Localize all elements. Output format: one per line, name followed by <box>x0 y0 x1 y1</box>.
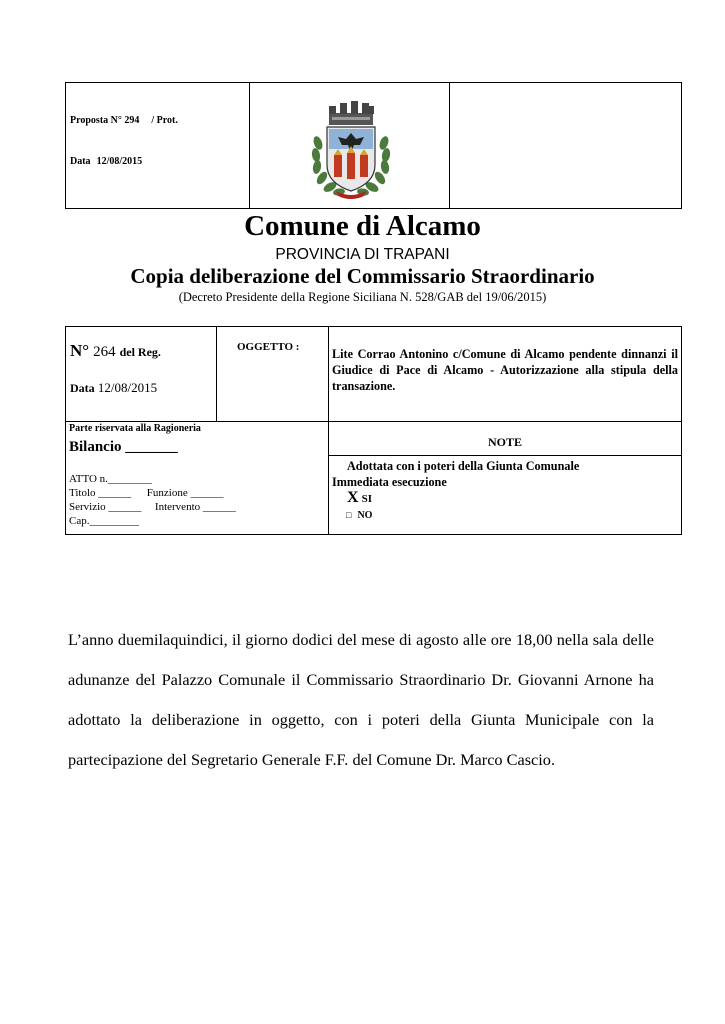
ragioneria-cell <box>66 422 329 534</box>
funzione-field: Funzione ______ <box>146 487 224 499</box>
header-emblem-cell <box>250 83 450 208</box>
bilancio-label: Bilancio _______ <box>69 439 178 455</box>
note-line-1: Adottata con i poteri della Giunta Comunale <box>347 459 580 473</box>
servizio-field: Servizio ______ <box>69 501 142 513</box>
data-value: 12/08/2015 <box>96 156 143 167</box>
note-label: NOTE <box>487 435 522 449</box>
header-empty-cell <box>450 83 681 208</box>
servizio-intervento-line <box>69 500 236 514</box>
header-proposta-cell <box>66 83 250 208</box>
si-option <box>332 490 579 507</box>
checkbox-icon: □ <box>346 510 352 520</box>
no-label: NO <box>357 510 373 521</box>
oggetto-label-cell <box>217 327 329 421</box>
decreto-note: (Decreto Presidente della Regione Siciliana N. 528/GAB del 19/06/2015) <box>178 290 547 304</box>
data-line <box>70 156 142 167</box>
proposta-label: Proposta N° 294 <box>70 115 140 126</box>
del-reg-label: del Reg. <box>119 345 161 359</box>
cap-field: Cap._________ <box>69 515 139 527</box>
copia-heading: Copia deliberazione del Commissario Straordinario <box>130 264 595 288</box>
titolo-field: Titolo ______ <box>69 487 132 499</box>
delibera-table <box>65 326 682 535</box>
data-reg-line <box>70 380 157 396</box>
note-cell <box>329 422 681 534</box>
intervento-field: Intervento ______ <box>154 501 236 513</box>
numero-line <box>70 341 161 361</box>
comune-title: Comune di Alcamo <box>244 210 481 242</box>
ragioneria-title: Parte riservata alla Ragioneria <box>69 423 201 434</box>
body-paragraph: L’anno duemilaquindici, il giorno dodici del mese di agosto alle ore 18,00 nella sala delle adunanze del Palazzo Comunale il Commissario Straordinario Dr. Giovanni Arnone ha adottato la deliberazione in oggetto, con i poteri della Giunta Municipale con la partecipazione del Segretario Generale F.F. del Comune Dr. Marco Cascio. <box>68 630 654 769</box>
numero-value: 264 <box>93 344 116 360</box>
note-content <box>332 458 579 524</box>
data-label: Data <box>70 156 91 167</box>
proposta-line <box>70 115 178 126</box>
si-mark: X <box>347 489 359 506</box>
registro-cell <box>66 327 217 421</box>
ragioneria-fields <box>69 472 236 528</box>
si-label: SI <box>361 493 373 505</box>
prot-label: / Prot. <box>151 115 178 126</box>
atto-field: ATTO n.________ <box>69 473 152 485</box>
oggetto-text-cell <box>329 327 681 421</box>
header-table <box>65 82 682 209</box>
provincia-subtitle: PROVINCIA DI TRAPANI <box>275 246 450 263</box>
ragioneria-note-row <box>66 422 681 534</box>
note-line-2: Immediata esecuzione <box>332 475 447 489</box>
oggetto-text: Lite Corrao Antonino c/Comune di Alcamo pendente dinnanzi il Giudice di Pace di Alcamo - Autorizzazione alla stipula della transazione. <box>332 347 678 393</box>
data-reg-value: 12/08/2015 <box>97 380 158 395</box>
titolo-funzione-line <box>69 486 236 500</box>
registro-row <box>66 327 681 422</box>
data-reg-label: Data <box>70 381 95 395</box>
coat-of-arms-emblem <box>250 83 450 210</box>
note-header <box>329 422 681 456</box>
no-option <box>332 507 579 524</box>
numero-label: N° <box>70 341 90 360</box>
oggetto-label: OGGETTO : <box>237 341 300 353</box>
